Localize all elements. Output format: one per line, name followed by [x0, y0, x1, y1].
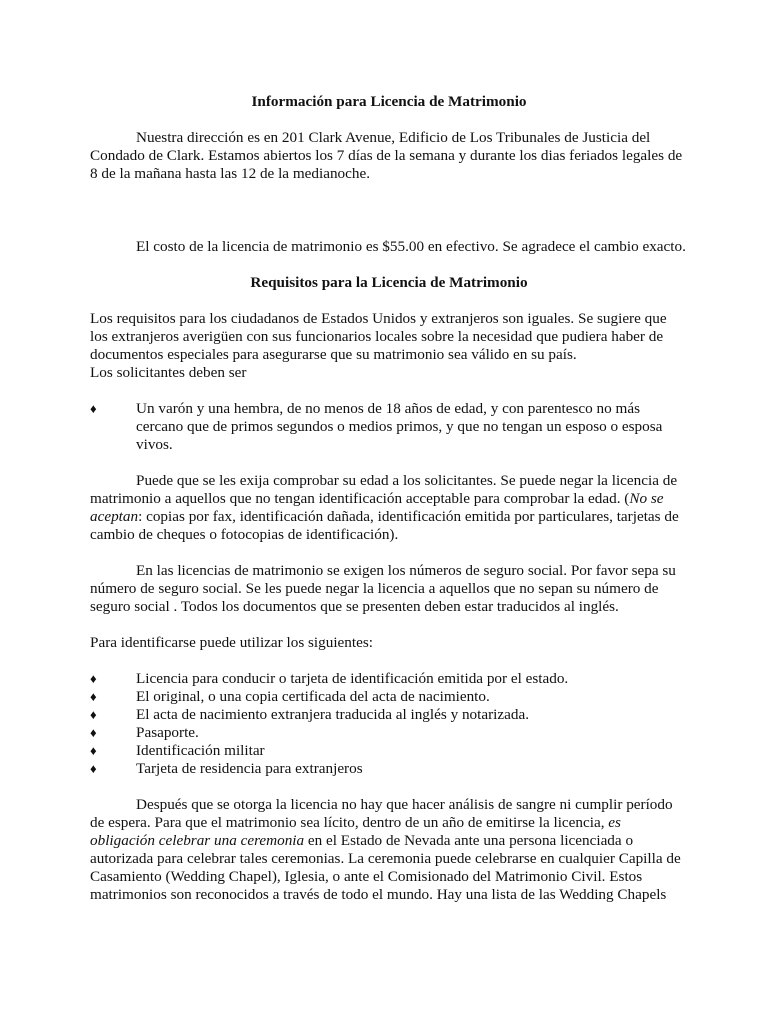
age-proof-text-before: Puede que se les exija comprobar su edad a los solicitantes. Se puede negar la licencia de matrimonio a aquellos que no tengan identificación acceptable para comprobar la edad. (: [90, 472, 678, 507]
diamond-bullet-icon: ♦: [90, 761, 97, 776]
age-proof-text-after: : copias por fax, identificación dañada, identificación emitida por particulares, tarjetas de cambio de cheques o fotocopias de identificación).: [90, 508, 679, 543]
bullet-text: Tarjeta de residencia para extranjeros: [136, 760, 363, 777]
applicant-bullet-list: [90, 400, 688, 454]
age-proof-paragraph: [90, 472, 688, 544]
cost-paragraph: El costo de la licencia de matrimonio es $55.00 en efectivo. Se agradece el cambio exacto.: [136, 238, 686, 255]
bullet-text: El acta de nacimiento extranjera traducida al inglés y notarizada.: [136, 706, 529, 723]
document-title: Información para Licencia de Matrimonio: [251, 93, 527, 110]
social-security-paragraph: En las licencias de matrimonio se exigen los números de seguro social. Por favor sepa su número de seguro social. Se les puede negar la licencia a aquellos que no sepan su número de seguro social . Todos los documentos que se presenten deben estar traducidos al inglés.: [90, 562, 676, 615]
bullet-text: Pasaporte.: [136, 724, 199, 741]
diamond-bullet-icon: ♦: [90, 671, 97, 686]
bullet-text: Un varón y una hembra, de no menos de 18 años de edad, y con parentesco no más cercano que de primos segundos o medios primos, y que no tengan un esposo o esposa vivos.: [136, 400, 663, 453]
bullet-text: Licencia para conducir o tarjeta de identificación emitida por el estado.: [136, 670, 569, 687]
list-item: [90, 688, 688, 706]
id-bullet-list: [90, 670, 688, 778]
list-item: [90, 670, 688, 688]
diamond-bullet-icon: ♦: [90, 743, 97, 758]
list-item: [90, 400, 688, 454]
diamond-bullet-icon: ♦: [90, 707, 97, 722]
document-page: [90, 93, 688, 904]
diamond-bullet-icon: ♦: [90, 725, 97, 740]
requirements-heading: Requisitos para la Licencia de Matrimonio: [250, 274, 528, 291]
list-item: [90, 760, 688, 778]
diamond-bullet-icon: ♦: [90, 689, 97, 704]
id-list-intro: Para identificarse puede utilizar los siguientes:: [90, 634, 373, 651]
list-item: [90, 742, 688, 760]
list-item: [90, 706, 688, 724]
bullet-text: El original, o una copia certificada del acta de nacimiento.: [136, 688, 490, 705]
applicants-line: Los solicitantes deben ser: [90, 364, 247, 381]
bullet-text: Identificación militar: [136, 742, 265, 759]
ceremony-paragraph: [90, 796, 688, 904]
address-hours-paragraph: Nuestra dirección es en 201 Clark Avenue, Edificio de Los Tribunales de Justicia del Condado de Clark. Estamos abiertos los 7 días de la semana y durante los dias feriados legales de 8 de la mañana hasta las 12 de la medianoche.: [90, 129, 683, 182]
ceremony-text-before: Después que se otorga la licencia no hay que hacer análisis de sangre ni cumplir período de espera. Para que el matrimonio sea lícito, dentro de un año de emitirse la licencia,: [90, 796, 673, 831]
ceremony-italic: es obligación celebrar una ceremonia: [90, 814, 621, 849]
age-proof-italic: No se aceptan: [90, 490, 664, 525]
diamond-bullet-icon: ♦: [90, 401, 97, 416]
requirements-paragraph: Los requisitos para los ciudadanos de Estados Unidos y extranjeros son iguales. Se sugiere que los extranjeros averigüen con sus funcionarios locales sobre la necesidad que pudiera haber de documentos especiales para asegurarse que su matrimonio sea válido en su país.: [90, 310, 667, 363]
ceremony-text-after: en el Estado de Nevada ante una persona licenciada o autorizada para celebrar tales ceremonias. La ceremonia puede celebrarse en cualquier Capilla de Casamiento (Wedding Chapel), Iglesia, o ante el Comisionado del Matrimonio Civil. Estos matrimonios son reconocidos a través de todo el mundo. Hay una lista de las Wedding Chapels: [90, 832, 681, 903]
list-item: [90, 724, 688, 742]
